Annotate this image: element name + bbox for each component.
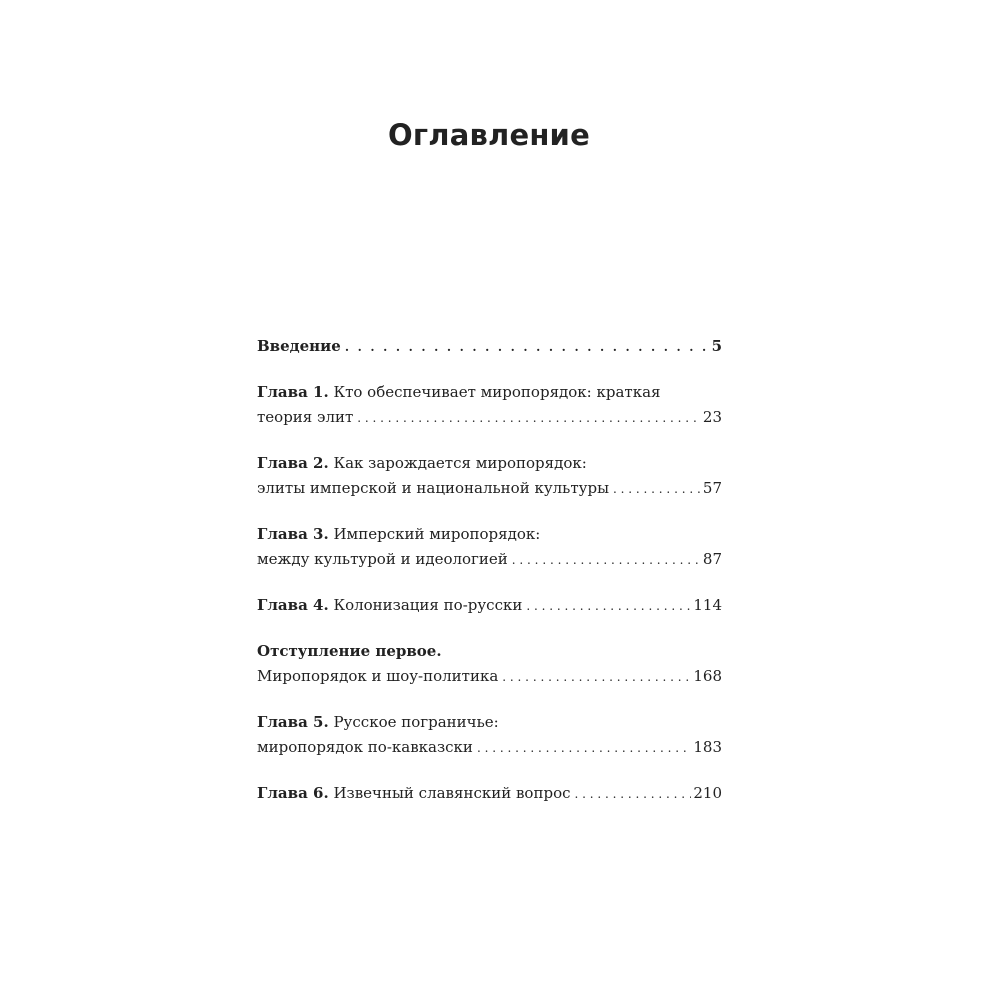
toc-page-number: 168 <box>693 667 722 685</box>
table-of-contents <box>257 334 722 827</box>
toc-entry-title-continued: миропорядок по-кавказски <box>257 738 473 756</box>
toc-entry-title-continued: теория элит <box>257 408 354 426</box>
toc-entry-chapter-4[interactable] <box>257 593 722 618</box>
dot-leader <box>613 476 701 502</box>
dot-leader <box>357 405 701 431</box>
toc-entry-introduction[interactable] <box>257 334 722 359</box>
page-title: Оглавление <box>388 118 590 152</box>
toc-entry-title: Кто обеспечивает миропорядок: краткая <box>333 383 661 401</box>
toc-entry-title: Русское пограничье: <box>333 713 499 731</box>
toc-entry-chapter-2[interactable] <box>257 451 722 501</box>
toc-entry-chapter-6[interactable] <box>257 781 722 806</box>
toc-entry-title-continued: элиты имперской и национальной культуры <box>257 479 610 497</box>
toc-entry-title: Имперский миропорядок: <box>333 525 541 543</box>
dot-leader <box>526 593 691 619</box>
toc-entry-label: Отступление первое. <box>257 642 442 660</box>
toc-entry-title-continued: между культурой и идеологией <box>257 550 508 568</box>
toc-entry-label: Глава 4. <box>257 596 329 614</box>
dot-leader <box>345 334 710 360</box>
toc-page-number: 114 <box>693 596 722 614</box>
toc-page-number: 57 <box>702 479 722 497</box>
toc-entry-title: Извечный славянский вопрос <box>333 784 571 802</box>
toc-entry-digression-1[interactable] <box>257 639 722 689</box>
toc-page-number: 210 <box>693 784 722 802</box>
toc-entry-label: Глава 1. <box>257 383 329 401</box>
dot-leader <box>477 735 691 761</box>
toc-page-number: 23 <box>702 408 722 426</box>
toc-entry-title: Как зарождается миропорядок: <box>333 454 587 472</box>
toc-entry-label: Глава 2. <box>257 454 329 472</box>
toc-entry-title: Колонизация по-русски <box>333 596 523 614</box>
dot-leader <box>575 781 692 807</box>
toc-entry-title-continued: Миропорядок и шоу-политика <box>257 667 499 685</box>
toc-page-number: 183 <box>693 738 722 756</box>
toc-page-number: 5 <box>711 337 722 355</box>
dot-leader <box>502 664 691 690</box>
toc-entry-chapter-1[interactable] <box>257 380 722 430</box>
toc-entry-label: Глава 5. <box>257 713 329 731</box>
toc-entry-label: Глава 3. <box>257 525 329 543</box>
toc-entry-label: Глава 6. <box>257 784 329 802</box>
toc-page-number: 87 <box>702 550 722 568</box>
dot-leader <box>512 547 701 573</box>
toc-entry-chapter-5[interactable] <box>257 710 722 760</box>
toc-entry-label: Введение <box>257 337 341 355</box>
toc-entry-chapter-3[interactable] <box>257 522 722 572</box>
